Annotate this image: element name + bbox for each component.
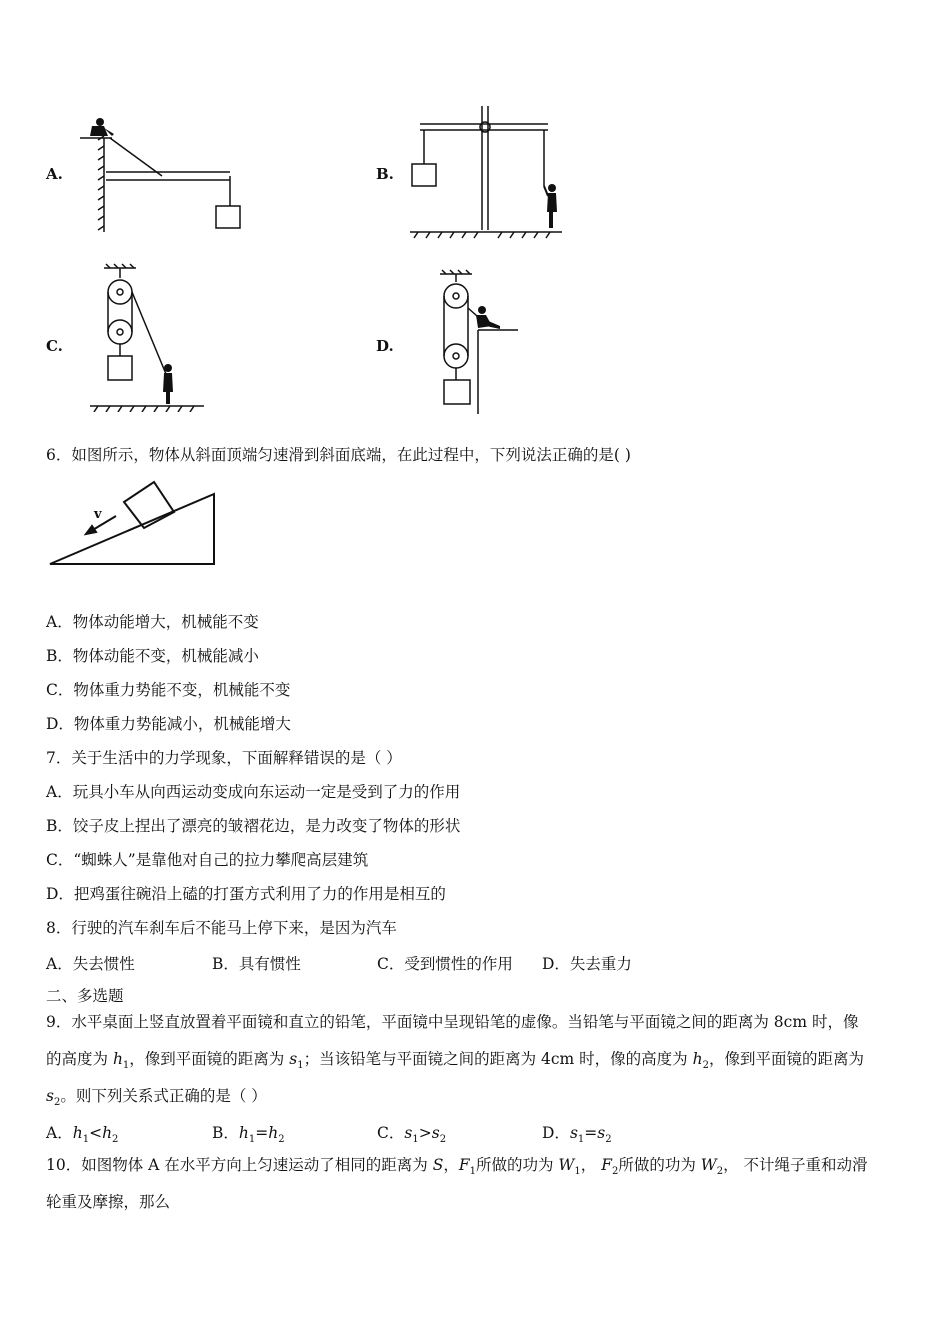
velocity-label: v xyxy=(94,507,102,522)
q9-line-2: 的高度为 $h_1$，像到平面镜的距离为 $s_1$；当该铅笔与平面镜之间的距离为 4cm 时，像的高度为 $h_2$，像到平面镜的距离为 xyxy=(46,1050,864,1072)
q6-incline-figure xyxy=(46,478,226,570)
q6-option-a: A．物体动能增大，机械能不变 xyxy=(46,613,259,631)
q5-option-a-label: A. xyxy=(46,165,63,183)
q5-figure-b xyxy=(400,100,570,240)
q5-option-b-label: B. xyxy=(376,165,394,183)
q7-option-a: A．玩具小车从向西运动变成向东运动一定是受到了力的作用 xyxy=(46,783,461,801)
q9-option-d: D．$s_1=s_2$ xyxy=(542,1124,612,1146)
q7-option-d: D．把鸡蛋往碗沿上磕的打蛋方式利用了力的作用是相互的 xyxy=(46,885,446,903)
q8-stem: 8．行驶的汽车刹车后不能马上停下来，是因为汽车 xyxy=(46,919,397,937)
q9-option-c: C．$s_1>s_2$ xyxy=(377,1124,447,1146)
q10-line-2: 轮重及摩擦，那么 xyxy=(46,1193,171,1211)
q6-option-d: D．物体重力势能减小，机械能增大 xyxy=(46,715,291,733)
q7-stem: 7．关于生活中的力学现象，下面解释错误的是（ ） xyxy=(46,749,402,767)
q8-option-d: D．失去重力 xyxy=(542,955,632,973)
q6-stem: 6．如图所示，物体从斜面顶端匀速滑到斜面底端，在此过程中，下列说法正确的是( ) xyxy=(46,446,631,464)
q7-option-b: B．饺子皮上捏出了漂亮的皱褶花边，是力改变了物体的形状 xyxy=(46,817,461,835)
q5-option-d-label: D. xyxy=(376,337,394,355)
q9-option-a: A．$h_1<h_2$ xyxy=(46,1124,119,1146)
q5-figure-d xyxy=(420,268,540,418)
q6-option-c: C．物体重力势能不变，机械能不变 xyxy=(46,681,291,699)
q8-option-b: B．具有惯性 xyxy=(212,955,301,973)
q8-option-a: A．失去惯性 xyxy=(46,955,135,973)
q5-figure-c xyxy=(86,262,216,412)
q7-option-c: C．“蜘蛛人”是靠他对自己的拉力攀爬高层建筑 xyxy=(46,851,369,869)
q9-line-3: $s_2$。则下列关系式正确的是（ ） xyxy=(46,1087,267,1109)
q9-option-b: B．$h_1=h_2$ xyxy=(212,1124,285,1146)
q10-line-1: 10．如图物体 A 在水平方向上匀速运动了相同的距离为 S，$F_1$所做的功为 $W_1$， $F_2$所做的功为 $W_2$， 不计绳子重和动滑 xyxy=(46,1156,868,1178)
q5-option-c-label: C. xyxy=(46,337,63,355)
q6-option-b: B．物体动能不变，机械能减小 xyxy=(46,647,259,665)
section-title: 二、多选题 xyxy=(46,987,124,1005)
q5-figure-a xyxy=(70,110,250,240)
q8-option-c: C．受到惯性的作用 xyxy=(377,955,513,973)
q9-line-1: 9．水平桌面上竖直放置着平面镜和直立的铅笔，平面镜中呈现铅笔的虚像。当铅笔与平面镜之间的距离为 8cm 时，像 xyxy=(46,1013,859,1031)
